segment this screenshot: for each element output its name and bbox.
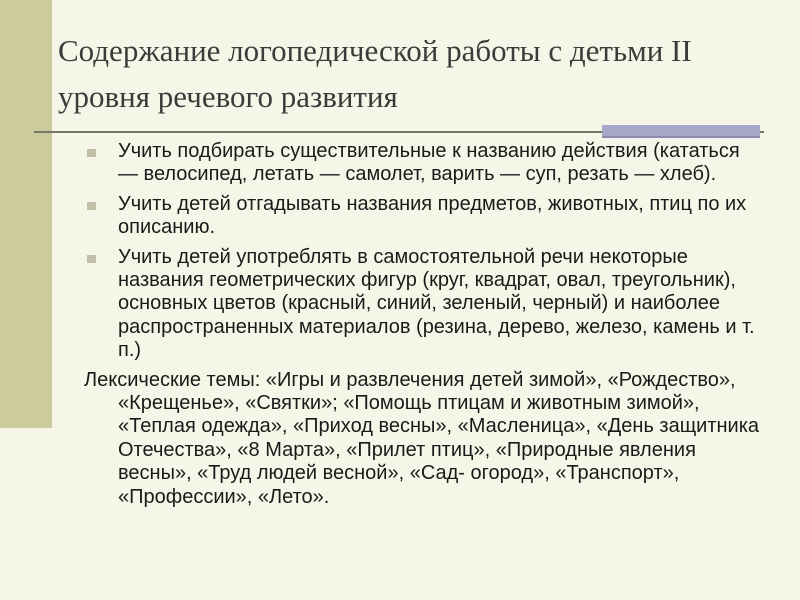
bullet-list xyxy=(84,140,764,363)
bullet-item xyxy=(84,193,764,240)
bullet-text: Учить детей употреблять в самостоятельной речи некоторые названия геометрических фигур (круг, квадрат, овал, треугольник), основных цветов (красный, синий, зеленый, черный) и наиболее распространенных материалов (резина, дерево, железо, камень и т. п.) xyxy=(118,245,755,362)
title-divider-accent xyxy=(602,125,760,138)
bullet-item xyxy=(84,246,764,363)
square-bullet-icon xyxy=(87,149,96,157)
bullet-text: Учить подбирать существительные к названию действия (кататься — велосипед, летать — самолет, варить — суп, резать — хлеб). xyxy=(118,140,740,186)
slide-content xyxy=(84,140,764,509)
bullet-item xyxy=(84,140,764,187)
slide-title: Содержание логопедической работы с детьми II уровня речевого развития xyxy=(58,33,692,114)
square-bullet-icon xyxy=(87,202,96,210)
left-decor-band xyxy=(0,0,52,428)
bullet-text: Учить детей отгадывать названия предметов, животных, птиц по их описанию. xyxy=(118,192,747,239)
lexical-themes-paragraph: Лексические темы: «Игры и развлечения детей зимой», «Рождество», «Крещенье», «Святки»; «Помощь птицам и животным зимой», «Теплая одежда», «Приход весны», «Масленица», «День защитника Отечества», «8 Марта», «Прилет птиц», «Природные явления весны», «Труд людей весной», «Сад- огород», «Транспорт», «Профессии», «Лето». xyxy=(84,368,760,508)
square-bullet-icon xyxy=(87,255,96,263)
